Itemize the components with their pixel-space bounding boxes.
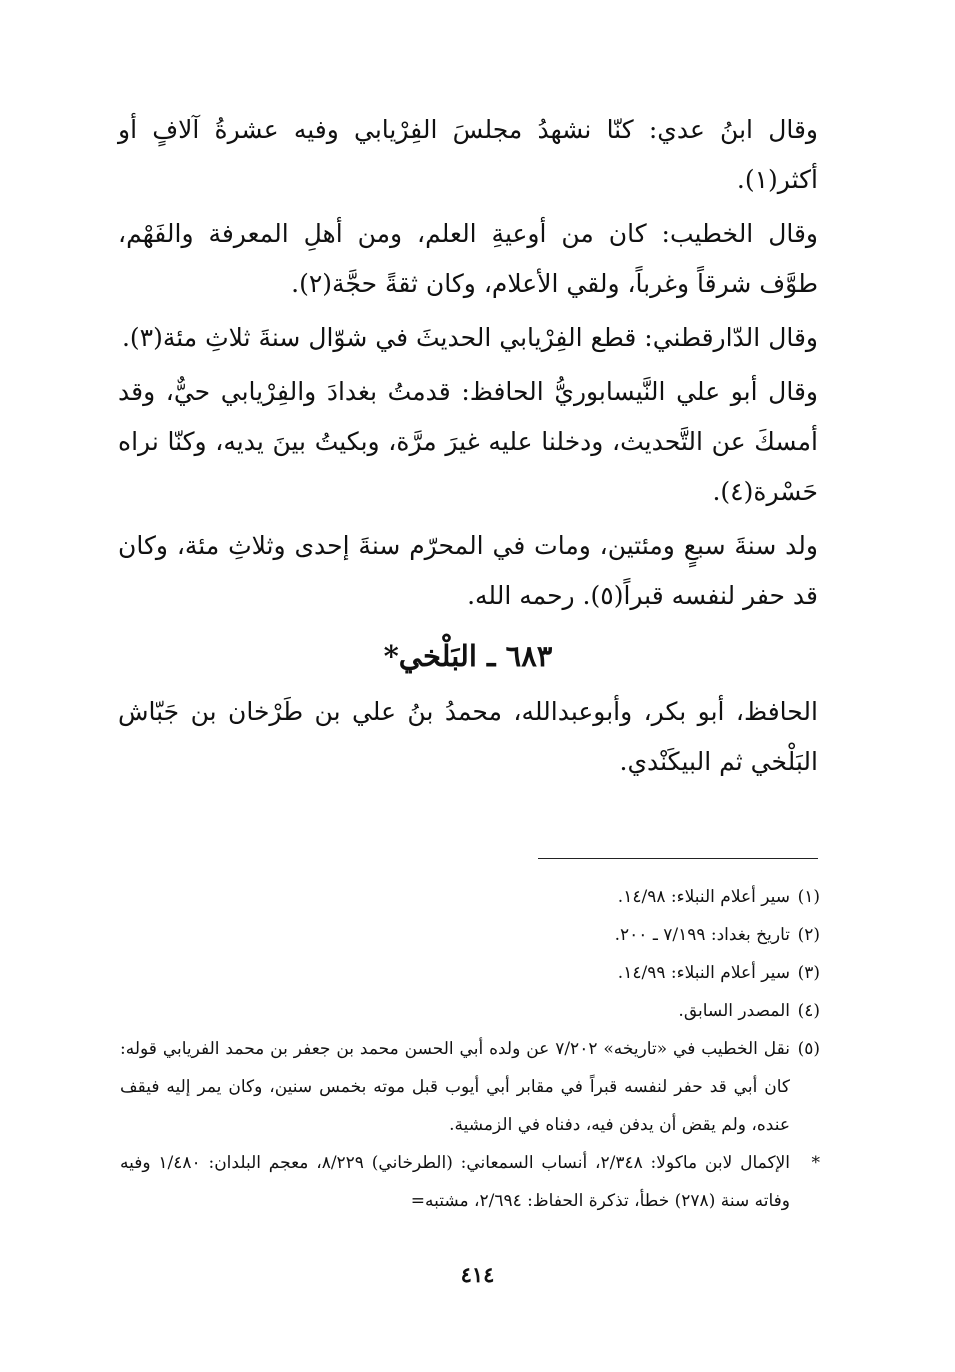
footnote-item xyxy=(120,1030,820,1144)
paragraph-birth-death: ولد سنةَ سبعٍ ومئتين، ومات في المحرّم سنةَ إحدى وثلاثِ مئة، وكان قد حفر لنفسه قبراً(٥). رحمه الله. xyxy=(118,531,818,610)
footnote-item xyxy=(120,878,820,916)
page-number: ٤١٤ xyxy=(460,1262,495,1287)
footnote-text: نقل الخطيب في «تاريخه» ٧/٢٠٢ عن ولده أبي الحسن محمد بن جعفر بن محمد الفريابي قوله: كان أبي قد حفر لنفسه قبراً في مقابر أبي أيوب قبل موته بخمس سنين، وكان يمر إليه فيقف عنده، ولم يقض أن يدفن فيه، دفناه في الزمشية. xyxy=(120,1039,790,1135)
footnote-item xyxy=(120,954,820,992)
footnotes xyxy=(120,878,820,1220)
section-title: ٦٨٣ ـ البَلْخي* xyxy=(383,639,553,673)
footnote-mark: (٢) xyxy=(797,925,820,945)
footnote-mark: * xyxy=(811,1153,820,1173)
section-paragraph: الحافظ، أبو بكر، وأبوعبدالله، محمدُ بنُ علي بن طَرْخان بن جَبّاش البَلْخي ثم البيكَنْدي. xyxy=(118,697,818,776)
footnote-mark: (١) xyxy=(797,887,820,907)
footnote-item xyxy=(120,1144,820,1220)
footnote-text: سير أعلام النبلاء: ١٤/٩٨. xyxy=(617,887,790,907)
paragraph-al-daraqutni: وقال الدّارقطني: قطع الفِرْيابي الحديثَ في شوّال سنةَ ثلاثِ مئة(٣). xyxy=(121,323,818,352)
footnote-divider xyxy=(538,858,818,859)
main-text xyxy=(118,105,818,787)
paragraph-abu-ali: وقال أبو علي النَّيسابوريُّ الحافظ: قدمتُ بغدادَ والفِرْيابي حيٌّ، وقد أمسكَ عن التَّحديث، ودخلنا عليه غيرَ مرَّة، وبكيتُ بينَ يديه، وكنّا نراه حَسْرة(٤). xyxy=(118,377,818,506)
footnote-item xyxy=(120,916,820,954)
footnote-mark: (٥) xyxy=(797,1039,820,1059)
footnote-item xyxy=(120,992,820,1030)
footnote-mark: (٤) xyxy=(797,1001,820,1021)
paragraph-ibn-adi: وقال ابنُ عدي: كنّا نشهدُ مجلسَ الفِرْيابي وفيه عشرةُ آلافٍ أو أكثر(١). xyxy=(118,115,818,194)
footnote-text: تاريخ بغداد: ٧/١٩٩ ـ ٢٠٠. xyxy=(614,925,790,945)
footnote-text: سير أعلام النبلاء: ١٤/٩٩. xyxy=(617,963,790,983)
footnote-mark: (٣) xyxy=(797,963,820,983)
paragraph-al-khatib: وقال الخطيب: كان من أوعيةِ العلم، ومن أهلِ المعرفة والفَهْم، طوَّف شرقاً وغرباً، ولقي الأعلام، وكان ثقةً حجَّة(٢). xyxy=(118,219,818,298)
footnote-text: الإكمال لابن ماكولا: ٢/٣٤٨، أنساب السمعاني: (الطرخاني) ٨/٢٢٩، معجم البلدان: ١/٤٨٠ وفيه وفاته سنة (٢٧٨) خطأ، تذكرة الحفاظ: ٢/٦٩٤، مشتبه= xyxy=(120,1153,790,1211)
footnote-text: المصدر السابق. xyxy=(678,1001,790,1021)
